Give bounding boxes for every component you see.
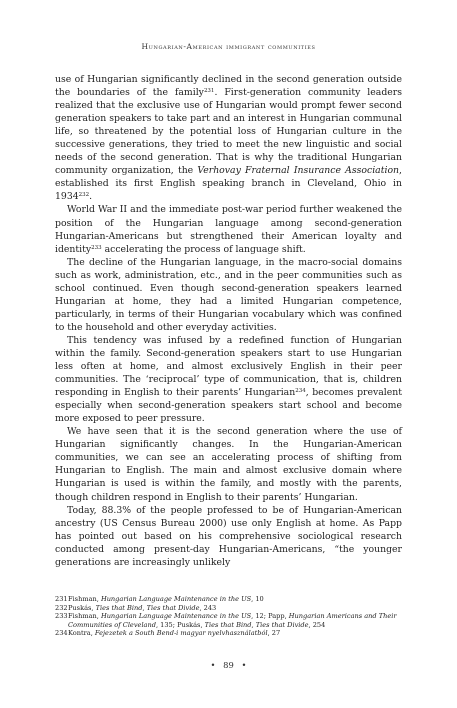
footnote-number: 231 bbox=[55, 595, 68, 603]
italic-title: Hungarian Language Maintenance in the US bbox=[100, 612, 252, 621]
footnotes bbox=[55, 595, 402, 638]
italic-title: Hungarian Americans and Their Communities of Cleveland bbox=[68, 612, 397, 629]
text-run: , 135; Puskás, bbox=[155, 620, 205, 629]
folio-ornament-left: • bbox=[210, 660, 216, 670]
footnote bbox=[55, 629, 402, 638]
text-run: , 254 bbox=[308, 620, 326, 629]
text-run: use of Hungarian significantly declined in the second generation outside the boundaries of the family bbox=[55, 74, 402, 99]
footnote bbox=[55, 595, 402, 604]
footnote-number: 232 bbox=[55, 603, 68, 612]
text-run: World War II and the immediate post-war period further weakened the position of the Hungarian language among second-generation Hungarian-Americans but strengthened their American loyalty and identity bbox=[55, 204, 402, 255]
footnote-ref: 231 bbox=[203, 88, 215, 95]
italic-title: Ties that Bind, Ties that Divide bbox=[204, 620, 309, 629]
paragraph bbox=[55, 334, 402, 425]
text-run: Kontra, bbox=[68, 629, 95, 638]
text-run: Fishman, bbox=[68, 612, 101, 621]
paragraph bbox=[55, 256, 402, 334]
running-head: Hungarian-American immigrant communities bbox=[141, 42, 316, 51]
paragraph bbox=[55, 73, 402, 203]
text-run: Puskás, bbox=[68, 603, 96, 612]
footnote-ref: 234 bbox=[295, 388, 306, 395]
body-text bbox=[55, 73, 402, 569]
text-run: , 243 bbox=[199, 603, 217, 612]
folio-ornament-right: • bbox=[241, 660, 247, 670]
footnote-ref: 233 bbox=[91, 244, 102, 251]
italic-title: Fejezetek a South Bend-i magyar nyelvhasználatból bbox=[94, 629, 268, 638]
text-run: Fishman, bbox=[68, 595, 101, 603]
paragraph bbox=[55, 504, 402, 569]
italic-title: Verhovay Fraternal Insurance Association bbox=[197, 165, 400, 177]
text-run: , 12; Papp, bbox=[251, 612, 289, 621]
footnote-number: 233 bbox=[55, 612, 68, 621]
footnote bbox=[55, 612, 402, 629]
footnote-ref: 232 bbox=[78, 192, 90, 199]
italic-title: Ties that Bind, Ties that Divide bbox=[95, 603, 200, 612]
text-run: , 10 bbox=[251, 595, 264, 603]
text-run: , established its first English speaking branch in Cleveland, Ohio in 1934 bbox=[55, 165, 402, 203]
text-run: accelerating the process of language shift. bbox=[101, 243, 306, 255]
text-run: . First-generation community leaders realized that the exclusive use of Hungarian would prompt fewer second generation speakers to take part and an interest in Hungarian communal life, so threatened by the potential loss of Hungarian culture in the successive generations, they tried to meet the new linguistic and social needs of the second generation. That is why the traditional Hungarian community organization, the bbox=[55, 87, 402, 177]
text-run: . bbox=[89, 191, 93, 203]
footnote bbox=[55, 604, 402, 613]
italic-title: Hungarian Language Maintenance in the US bbox=[100, 595, 252, 603]
footnote-number: 234 bbox=[55, 629, 68, 638]
text-run: , 27 bbox=[267, 629, 281, 638]
text-run: The decline of the Hungarian language, in the macro-social domains such as work, administration, etc., and in the peer communities such as school continued. Even though second-generation speakers learned Hungarian at home, they had a limited Hungarian competence, particularly, in terms of their Hungarian vocabulary which was confined to the household and other everyday activities. bbox=[55, 256, 402, 333]
text-run: Today, 88.3% of the people professed to be of Hungarian-American ancestry (US Census Bureau 2000) use only English at home. As Papp has pointed out based on his comprehensive sociological research conducted among present-day Hungarian-Americans, “the younger generations are increasingly unlikely bbox=[55, 504, 402, 568]
text-run: , becomes prevalent especially when second-generation speakers start school and become more exposed to peer pressure. bbox=[55, 387, 402, 425]
page-number: 89 bbox=[223, 660, 234, 670]
paragraph bbox=[55, 425, 402, 503]
paragraph bbox=[55, 203, 402, 255]
text-run: This tendency was infused by a redefined function of Hungarian within the family. Second-generation speakers start to use Hungarian less often at home, and almost exclusively English in their peer communities. The ‘reciprocal’ type of communication, that is, children responding in English to their parents’ Hungarian bbox=[55, 334, 402, 399]
page-folio bbox=[0, 660, 457, 670]
text-run: We have seen that it is the second generation where the use of Hungarian significantly changes. In the Hungarian-American communities, we can see an accelerating process of shifting from Hungarian to English. The main and almost exclusive domain where Hungarian is used is within the family, and mostly with the parents, though children respond in English to their parents’ Hungarian. bbox=[55, 426, 402, 503]
